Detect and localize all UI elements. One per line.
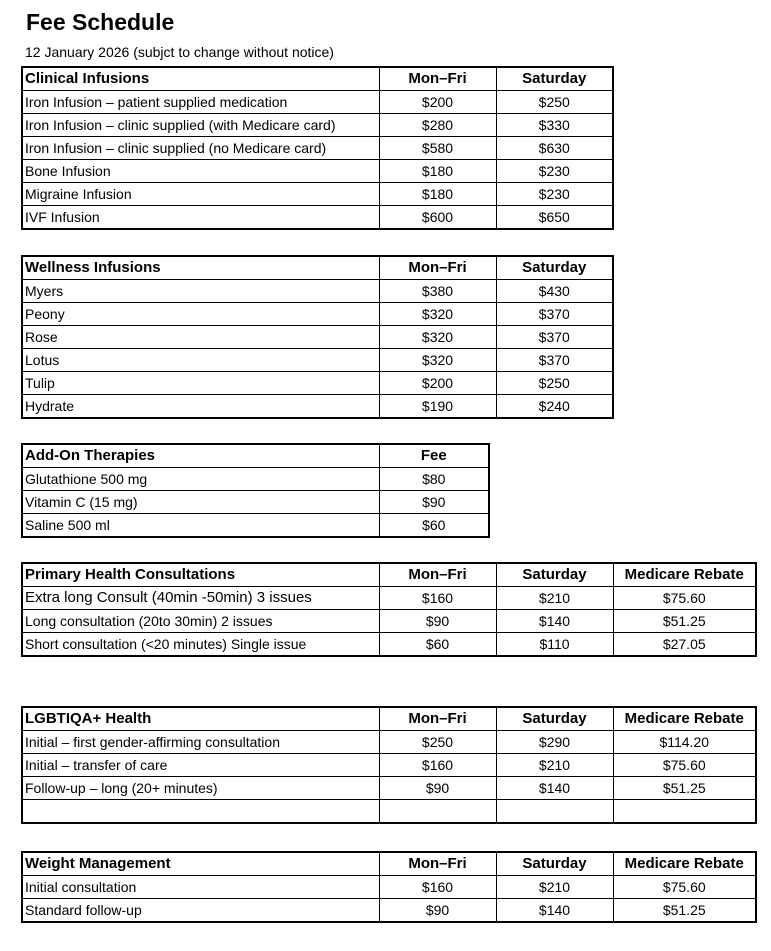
weekday-fee: $320 xyxy=(379,303,496,326)
service-name: Hydrate xyxy=(22,395,379,419)
saturday-fee: $370 xyxy=(496,326,613,349)
service-name: Iron Infusion – patient supplied medication xyxy=(22,91,379,114)
page-title: Fee Schedule xyxy=(26,9,175,35)
column-header: Medicare Rebate xyxy=(613,852,756,876)
table-row xyxy=(22,160,613,183)
table-row xyxy=(22,754,756,777)
medicare-rebate: $114.20 xyxy=(613,731,756,754)
weekday-fee: $160 xyxy=(379,587,496,610)
service-name: Initial – first gender-affirming consultation xyxy=(22,731,379,754)
service-name: Initial – transfer of care xyxy=(22,754,379,777)
section-header: Add-On Therapies xyxy=(22,444,379,468)
section-header: Wellness Infusions xyxy=(22,256,379,280)
saturday-fee: $210 xyxy=(496,876,613,899)
saturday-fee: $210 xyxy=(496,754,613,777)
saturday-fee: $370 xyxy=(496,303,613,326)
service-name: Iron Infusion – clinic supplied (no Medicare card) xyxy=(22,137,379,160)
service-name: Glutathione 500 mg xyxy=(22,468,379,491)
service-name: Peony xyxy=(22,303,379,326)
medicare-rebate: $75.60 xyxy=(613,587,756,610)
table-row xyxy=(22,349,613,372)
table-row xyxy=(22,91,613,114)
table-header-row xyxy=(22,707,756,731)
service-name: Short consultation (<20 minutes) Single issue xyxy=(22,633,379,657)
saturday-fee: $290 xyxy=(496,731,613,754)
table-row xyxy=(22,468,489,491)
weekday-fee: $320 xyxy=(379,349,496,372)
table-header-row xyxy=(22,852,756,876)
column-header: Mon–Fri xyxy=(379,563,496,587)
medicare-rebate: $75.60 xyxy=(613,876,756,899)
section-header: LGBTIQA+ Health xyxy=(22,707,379,731)
weekday-fee: $60 xyxy=(379,633,496,657)
column-header: Saturday xyxy=(496,563,613,587)
service-name: Myers xyxy=(22,280,379,303)
table-row xyxy=(22,610,756,633)
weekday-fee: $160 xyxy=(379,876,496,899)
table-row xyxy=(22,303,613,326)
column-header: Fee xyxy=(379,444,489,468)
saturday-fee: $240 xyxy=(496,395,613,419)
weight-management-table xyxy=(21,851,757,923)
service-name: Vitamin C (15 mg) xyxy=(22,491,379,514)
column-header: Mon–Fri xyxy=(379,256,496,280)
fee: $80 xyxy=(379,468,489,491)
table-row xyxy=(22,137,613,160)
saturday-fee: $140 xyxy=(496,610,613,633)
table-row xyxy=(22,876,756,899)
table-row xyxy=(22,206,613,230)
table-row xyxy=(22,372,613,395)
saturday-fee: $210 xyxy=(496,587,613,610)
service-name: Long consultation (20to 30min) 2 issues xyxy=(22,610,379,633)
column-header: Mon–Fri xyxy=(379,67,496,91)
service-name: Iron Infusion – clinic supplied (with Medicare card) xyxy=(22,114,379,137)
weekday-fee: $160 xyxy=(379,754,496,777)
wellness-infusions-table xyxy=(21,255,614,419)
saturday-fee: $230 xyxy=(496,160,613,183)
weekday-fee: $200 xyxy=(379,372,496,395)
table-row xyxy=(22,326,613,349)
service-name: Standard follow-up xyxy=(22,899,379,923)
table-row xyxy=(22,587,756,610)
table-row xyxy=(22,514,489,538)
service-name: Bone Infusion xyxy=(22,160,379,183)
table-row xyxy=(22,777,756,800)
service-name: Tulip xyxy=(22,372,379,395)
weekday-fee: $280 xyxy=(379,114,496,137)
column-header: Mon–Fri xyxy=(379,852,496,876)
column-header: Saturday xyxy=(496,707,613,731)
medicare-rebate: $27.05 xyxy=(613,633,756,657)
saturday-fee: $110 xyxy=(496,633,613,657)
weekday-fee: $90 xyxy=(379,899,496,923)
weekday-fee: $320 xyxy=(379,326,496,349)
saturday-fee: $140 xyxy=(496,777,613,800)
service-name: Follow-up – long (20+ minutes) xyxy=(22,777,379,800)
lgbtiqa-health-table xyxy=(21,706,757,824)
weekday-fee: $250 xyxy=(379,731,496,754)
medicare-rebate: $51.25 xyxy=(613,777,756,800)
add-on-therapies-table xyxy=(21,443,490,538)
medicare-rebate: $51.25 xyxy=(613,610,756,633)
clinical-infusions-table xyxy=(21,66,614,230)
saturday-fee: $370 xyxy=(496,349,613,372)
fee: $60 xyxy=(379,514,489,538)
service-name: Migraine Infusion xyxy=(22,183,379,206)
weekday-fee: $600 xyxy=(379,206,496,230)
weekday-fee: $580 xyxy=(379,137,496,160)
service-name: Initial consultation xyxy=(22,876,379,899)
saturday-fee: $330 xyxy=(496,114,613,137)
saturday-fee: $650 xyxy=(496,206,613,230)
blank-cell xyxy=(613,800,756,824)
weekday-fee: $180 xyxy=(379,160,496,183)
column-header: Saturday xyxy=(496,256,613,280)
section-header: Primary Health Consultations xyxy=(22,563,379,587)
table-row xyxy=(22,633,756,657)
weekday-fee: $180 xyxy=(379,183,496,206)
saturday-fee: $250 xyxy=(496,372,613,395)
medicare-rebate: $75.60 xyxy=(613,754,756,777)
table-row xyxy=(22,731,756,754)
table-header-row xyxy=(22,563,756,587)
service-name: Extra long Consult (40min -50min) 3 issues xyxy=(22,587,379,610)
weekday-fee: $190 xyxy=(379,395,496,419)
service-name: Saline 500 ml xyxy=(22,514,379,538)
saturday-fee: $230 xyxy=(496,183,613,206)
weekday-fee: $90 xyxy=(379,610,496,633)
table-row xyxy=(22,395,613,419)
blank-cell xyxy=(22,800,379,824)
saturday-fee: $140 xyxy=(496,899,613,923)
weekday-fee: $90 xyxy=(379,777,496,800)
primary-health-consultations-table xyxy=(21,562,757,657)
blank-row xyxy=(22,800,756,824)
saturday-fee: $430 xyxy=(496,280,613,303)
column-header: Mon–Fri xyxy=(379,707,496,731)
table-row xyxy=(22,280,613,303)
page-subtitle: 12 January 2026 (subjct to change without notice) xyxy=(25,44,334,60)
column-header: Saturday xyxy=(496,852,613,876)
table-header-row xyxy=(22,256,613,280)
saturday-fee: $630 xyxy=(496,137,613,160)
weekday-fee: $380 xyxy=(379,280,496,303)
section-header: Clinical Infusions xyxy=(22,67,379,91)
section-header: Weight Management xyxy=(22,852,379,876)
service-name: Rose xyxy=(22,326,379,349)
table-header-row xyxy=(22,67,613,91)
blank-cell xyxy=(379,800,496,824)
table-row xyxy=(22,114,613,137)
fee: $90 xyxy=(379,491,489,514)
service-name: IVF Infusion xyxy=(22,206,379,230)
saturday-fee: $250 xyxy=(496,91,613,114)
column-header: Medicare Rebate xyxy=(613,707,756,731)
weekday-fee: $200 xyxy=(379,91,496,114)
medicare-rebate: $51.25 xyxy=(613,899,756,923)
column-header: Medicare Rebate xyxy=(613,563,756,587)
column-header: Saturday xyxy=(496,67,613,91)
table-row xyxy=(22,899,756,923)
service-name: Lotus xyxy=(22,349,379,372)
table-header-row xyxy=(22,444,489,468)
table-row xyxy=(22,491,489,514)
blank-cell xyxy=(496,800,613,824)
table-row xyxy=(22,183,613,206)
